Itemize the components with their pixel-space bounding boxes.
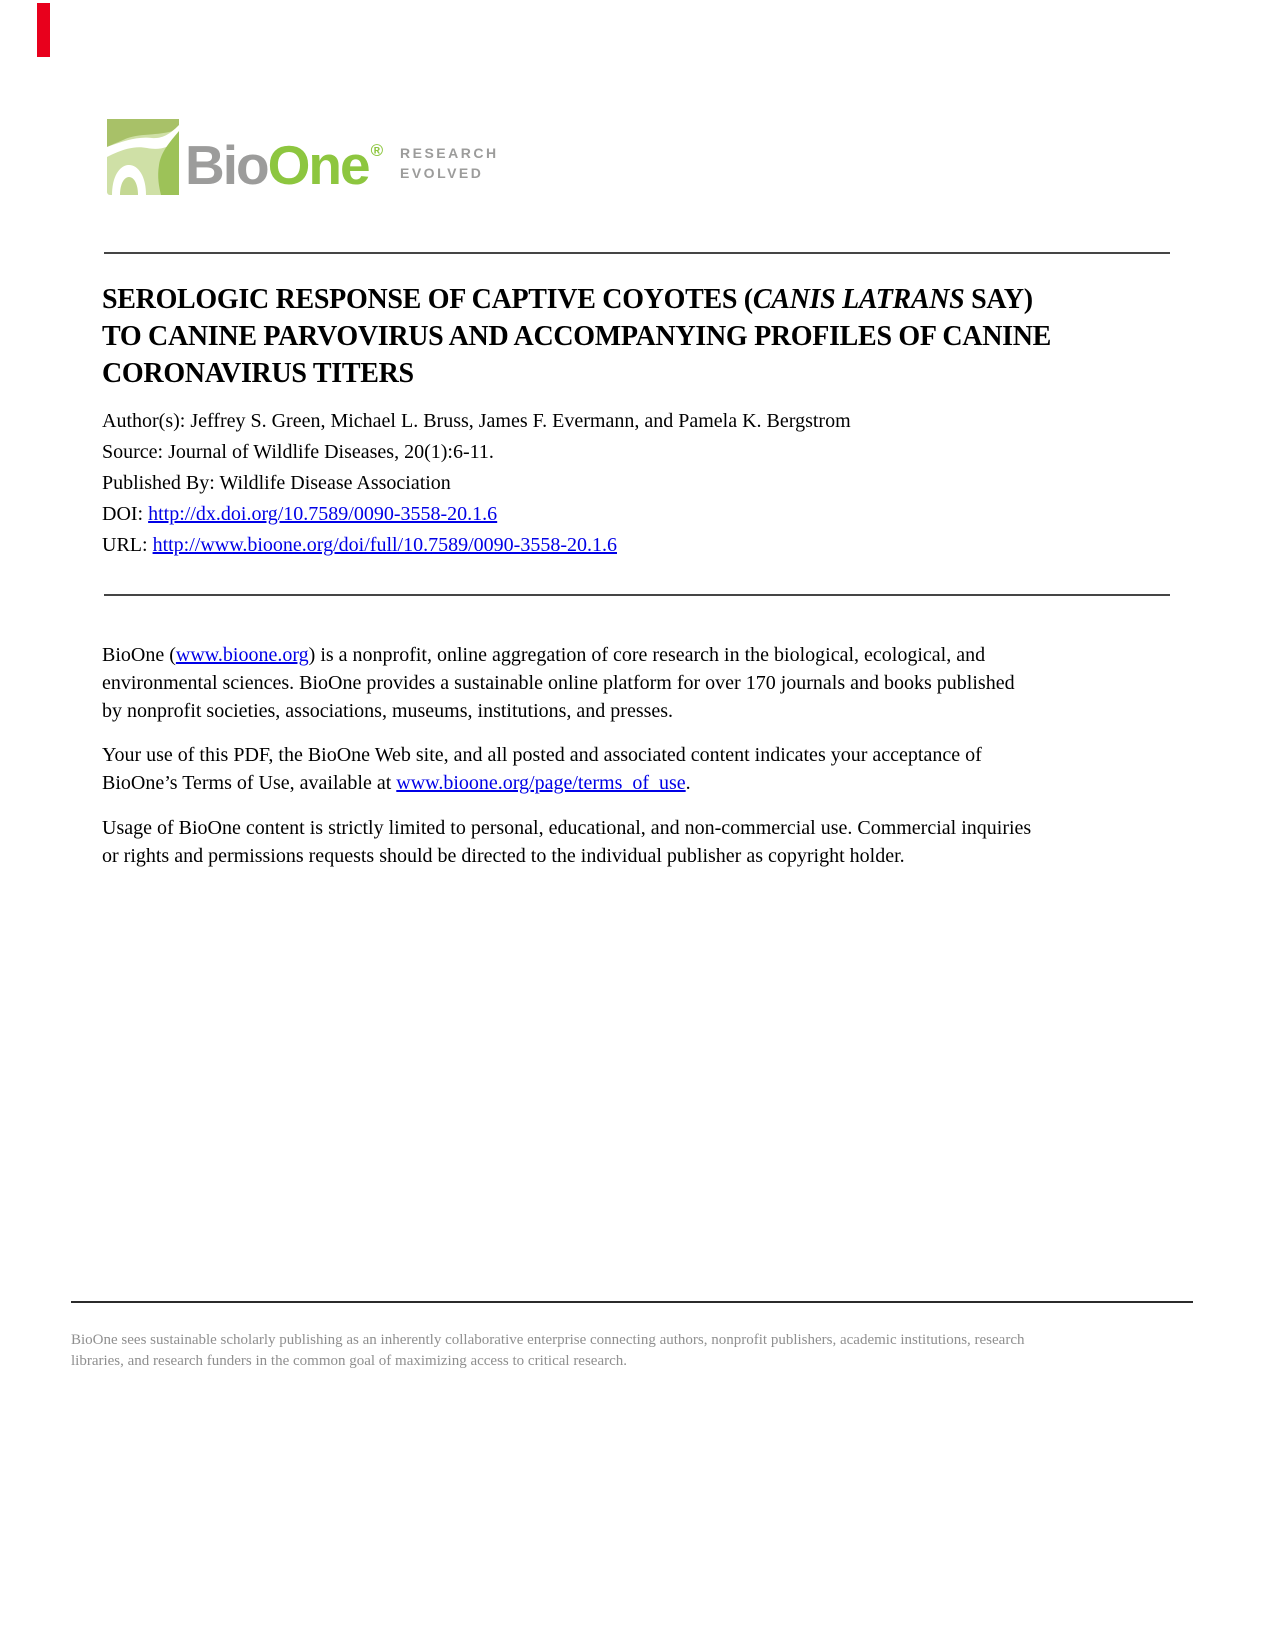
- source-value: Journal of Wildlife Diseases, 20(1):6-11.: [168, 441, 494, 463]
- doi-line: [102, 499, 1182, 530]
- source-label: Source:: [102, 441, 169, 463]
- paragraph-line: environmental sciences. BioOne provides a sustainable online platform for over 170 journals and books published: [102, 672, 1015, 694]
- authors-value: Jeffrey S. Green, Michael L. Bruss, James F. Evermann, and Pamela K. Bergstrom: [190, 410, 851, 432]
- publisher-value: Wildlife Disease Association: [219, 472, 451, 494]
- logo-tagline: [400, 143, 499, 183]
- bioone-wordmark: [185, 123, 384, 196]
- paragraph-line: BioOne (www.bioone.org) is a nonprofit, online aggregation of core research in the biological, ecological, and: [102, 644, 986, 666]
- paragraph-line: or rights and permissions requests should be directed to the individual publisher as copyright holder.: [102, 845, 905, 867]
- tagline-research: RESEARCH: [400, 145, 499, 161]
- paragraph-line: Your use of this PDF, the BioOne Web site, and all posted and associated content indicates your acceptance of: [102, 744, 982, 766]
- article-title-line1: SEROLOGIC RESPONSE OF CAPTIVE COYOTES (CANIS LATRANS SAY): [102, 284, 1033, 315]
- doi-link[interactable]: http://dx.doi.org/10.7589/0090-3558-20.1.6: [148, 503, 498, 525]
- footer-line: BioOne sees sustainable scholarly publishing as an inherently collaborative enterprise connecting authors, nonprofit publishers, academic institutions, research: [71, 1332, 1025, 1348]
- publisher-line: [102, 468, 1182, 499]
- middle-divider: [104, 594, 1170, 596]
- authors-label: Author(s):: [102, 410, 191, 432]
- article-url-link[interactable]: http://www.bioone.org/doi/full/10.7589/0090-3558-20.1.6: [152, 534, 617, 556]
- wordmark-bio: Bio: [185, 134, 268, 196]
- article-title: [102, 281, 1202, 392]
- tagline-evolved: EVOLVED: [400, 165, 484, 181]
- url-label: URL:: [102, 534, 153, 556]
- article-title-line3: CORONAVIRUS TITERS: [102, 358, 414, 389]
- top-divider: [104, 252, 1170, 254]
- page-corner-marker: [37, 3, 50, 57]
- terms-of-use-paragraph: [102, 741, 1212, 797]
- source-line: [102, 437, 1182, 468]
- usage-paragraph: [102, 814, 1212, 870]
- authors-line: [102, 406, 1182, 437]
- url-line: [102, 530, 1182, 561]
- bioone-logo: [107, 118, 507, 198]
- bioone-home-link[interactable]: www.bioone.org: [175, 644, 309, 666]
- article-metadata: [102, 406, 1182, 561]
- paragraph-line: by nonprofit societies, associations, museums, institutions, and presses.: [102, 700, 674, 722]
- footer-line: libraries, and research funders in the common goal of maximizing access to critical research.: [71, 1353, 628, 1369]
- footer-divider: [71, 1301, 1193, 1303]
- article-title-line2: TO CANINE PARVOVIRUS AND ACCOMPANYING PROFILES OF CANINE: [102, 321, 1052, 352]
- paragraph-line: Usage of BioOne content is strictly limited to personal, educational, and non-commercial use. Commercial inquiries: [102, 817, 1032, 839]
- wordmark-one: One: [267, 134, 369, 196]
- footer-mission-statement: [71, 1330, 1201, 1372]
- publisher-label: Published By:: [102, 472, 220, 494]
- about-bioone-paragraph: [102, 641, 1212, 725]
- registered-mark-icon: ®: [370, 141, 384, 160]
- paragraph-line: BioOne’s Terms of Use, available at www.bioone.org/page/terms_of_use.: [102, 772, 691, 794]
- doi-label: DOI:: [102, 503, 149, 525]
- bioone-leaf-icon: [107, 119, 179, 195]
- terms-of-use-link[interactable]: www.bioone.org/page/terms_of_use: [396, 772, 686, 794]
